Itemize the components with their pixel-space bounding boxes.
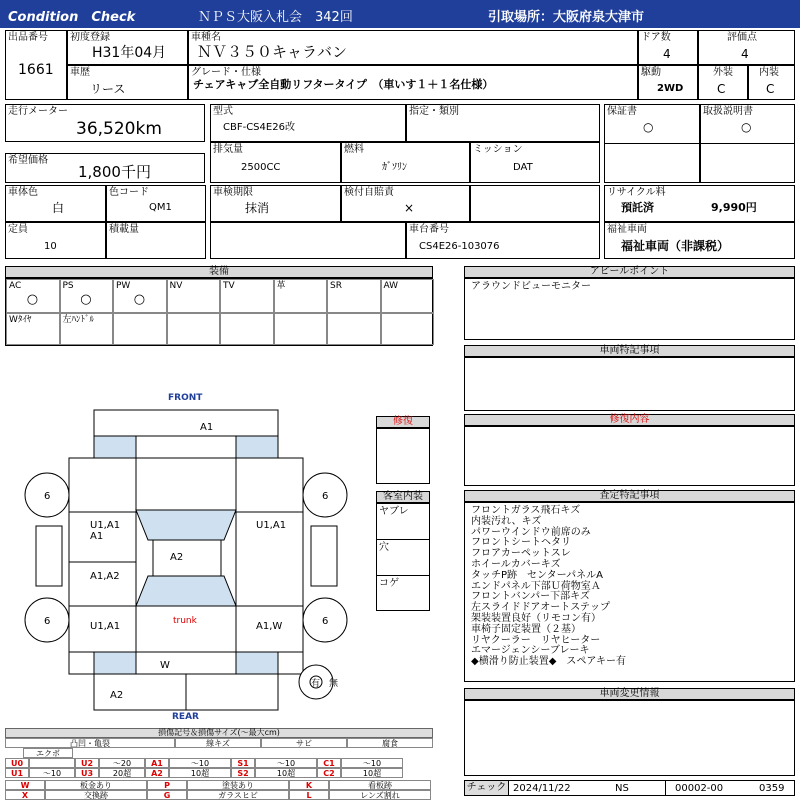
legend-title: 損傷記号＆損傷サイズ(～最大cm)	[5, 728, 433, 738]
legend-code: S1	[231, 758, 255, 768]
mission-box	[470, 142, 600, 183]
mark-rear-panel: A2	[110, 690, 124, 701]
mark-tire-fl: 6	[44, 491, 51, 502]
history-value: リース	[90, 82, 126, 96]
mark-right-rear: A1,W	[256, 621, 283, 632]
inspector: NS	[615, 783, 629, 794]
first-reg-box	[67, 30, 188, 65]
equipment-label: SR	[330, 281, 342, 291]
mark-roof: A2	[170, 552, 184, 563]
inspection-note-line: ホイールカバーキズ	[471, 559, 561, 570]
equipment-cell	[60, 313, 114, 345]
legend-code: U2	[75, 758, 99, 768]
equipment-cell	[60, 279, 114, 313]
exterior-value: C	[717, 82, 726, 96]
equipment-value: ○	[133, 292, 146, 307]
cabin-item-tear: ヤブレ	[379, 506, 409, 517]
welfare-label: 福祉車両	[607, 224, 647, 235]
equipment-label: 革	[276, 281, 286, 291]
equipment-cell	[113, 313, 167, 345]
inspection-note-line: フロアカーペットスレ	[471, 548, 571, 560]
inspection-note-line: リヤクーラー リヤヒーター	[471, 634, 601, 646]
equipment-label: Wﾀｲﾔ	[9, 315, 32, 325]
equipment-cell	[327, 279, 381, 313]
capacity-value: 10	[44, 241, 57, 252]
mark-hood: A1	[200, 422, 214, 433]
legend-desc: ガラスヒビ	[187, 790, 289, 800]
legend-desc: 20超	[99, 768, 145, 778]
equipment-cell	[220, 313, 274, 345]
welfare-box	[604, 222, 795, 259]
designation-box	[406, 104, 600, 142]
inspection-label: 車検期限	[213, 187, 253, 198]
legend-desc: 板金あり	[45, 780, 147, 790]
cabin-box	[376, 503, 430, 611]
doors-value: 4	[663, 47, 671, 61]
recycle-status: 預託済	[621, 201, 654, 214]
mark-tire-fr: 6	[322, 491, 329, 502]
legend-desc: 交換跡	[45, 790, 147, 800]
history-box	[67, 65, 188, 100]
changes-title: 車両変更情報	[464, 688, 795, 700]
lot-number-box	[5, 30, 67, 100]
footer-bar	[464, 780, 795, 796]
car-name-box	[188, 30, 638, 65]
inspection-note-line: 内装汚れ、キズ	[471, 515, 542, 527]
equipment-cell	[6, 313, 60, 345]
legend-code: P	[147, 780, 187, 790]
legend-code: W	[5, 780, 45, 790]
spare-none: 無	[329, 679, 339, 689]
doors-box	[638, 30, 698, 65]
mark-right-front-door: U1,A1	[256, 520, 287, 531]
legend-code: U3	[75, 768, 99, 778]
color-code-value: QM1	[149, 202, 172, 213]
pickup-location: 引取場所：大阪府泉大津市	[488, 10, 645, 25]
body-color-label: 車体色	[8, 187, 38, 198]
legend-desc: 塗装あり	[187, 780, 289, 790]
price-value: 1,800千円	[78, 163, 151, 181]
model-label: 型式	[213, 106, 233, 117]
legend-code: K	[289, 780, 329, 790]
legend-code: G	[147, 790, 187, 800]
mark-left-front-door2: A1	[90, 531, 104, 542]
car-name-value: ＮＶ３５０キャラバン	[197, 43, 348, 61]
equipment-cell	[381, 313, 435, 345]
inspection-note-line: タッチP跡 センターパネルA	[471, 569, 603, 581]
legend-desc: 10超	[255, 768, 317, 778]
trunk-label: trunk	[173, 616, 197, 626]
warranty-label: 保証書	[607, 106, 637, 117]
equipment-cell	[113, 279, 167, 313]
check-label: チェック	[465, 781, 509, 795]
brand-title: Condition Check	[8, 10, 136, 25]
load-label: 積載量	[109, 224, 139, 235]
equipment-cell	[274, 313, 328, 345]
legend-code: X	[5, 790, 45, 800]
legend-desc: ～10	[341, 758, 403, 768]
inspection-note-line: エマージェンシーブレーキ	[471, 645, 590, 657]
inspection-note-line: フロントバンパー下部キズ	[471, 591, 590, 603]
warranty-value: ○	[643, 120, 654, 134]
equipment-title: 装備	[5, 266, 433, 278]
manual-value: ○	[741, 120, 752, 134]
inspection-note-line: 車椅子固定装置（２基）	[471, 623, 581, 635]
equipment-label: NV	[169, 281, 183, 291]
equipment-cell	[274, 279, 328, 313]
legend-code: A2	[145, 768, 169, 778]
recycle-box	[604, 185, 795, 222]
legend-desc: 10超	[169, 768, 231, 778]
legend-desc	[29, 758, 75, 768]
interior-box	[748, 65, 795, 100]
manual-box	[700, 104, 795, 183]
legend-desc: ～10	[29, 768, 75, 778]
cabin-title: 客室内装	[376, 491, 430, 503]
equipment-cell	[327, 313, 381, 345]
mark-left-front-door: U1,A1	[90, 520, 121, 531]
liability-box	[341, 185, 470, 222]
inspection-notes-title: 査定特記事項	[464, 490, 795, 502]
displacement-value: 2500CC	[241, 162, 281, 173]
liability-value: ×	[404, 201, 415, 215]
lot-value: 1661	[18, 62, 54, 78]
inspection-note-line: パワーウインドウ前席のみ	[471, 526, 591, 538]
legend-group: 腐食	[347, 738, 433, 748]
interior-value: C	[766, 82, 775, 96]
price-box	[5, 153, 205, 183]
legend-desc: 看板跡	[329, 780, 431, 790]
chassis-box	[406, 222, 600, 259]
recycle-amount: 9,990円	[711, 201, 757, 214]
warranty-box	[604, 104, 700, 183]
equipment-label: AC	[9, 281, 22, 291]
front-label: FRONT	[168, 393, 203, 403]
repair-content-title: 修復内容	[464, 414, 795, 426]
inspection-note-line: ◆横滑り防止装置◆ スペアキー有	[471, 656, 626, 668]
inspection-note-line: フロントシートヘタリ	[471, 537, 571, 549]
check-date: 2024/11/22	[513, 783, 571, 794]
grade-box	[188, 65, 638, 100]
welfare-value: 福祉車両（非課税）	[621, 239, 730, 253]
blank-box-r3	[470, 185, 600, 222]
exterior-label: 外装	[713, 67, 733, 78]
doc-number-2: 0359	[759, 783, 785, 794]
fuel-label: 燃料	[344, 144, 364, 155]
legend-sub: エクボ	[23, 748, 73, 758]
legend-code: C2	[317, 768, 341, 778]
fuel-box	[341, 142, 470, 183]
special-title: 車両特記事項	[464, 345, 795, 357]
doors-label: ドア数	[641, 32, 671, 43]
equipment-grid	[5, 278, 433, 346]
inspection-note-line: エンドパネル下部Ｕ荷物室Ａ	[471, 580, 601, 592]
equipment-cell	[6, 279, 60, 313]
equipment-label: 左ﾊﾝﾄﾞﾙ	[62, 315, 95, 325]
legend-group: サビ	[261, 738, 347, 748]
legend-desc: レンズ割れ	[329, 790, 431, 800]
score-value: 4	[741, 47, 749, 61]
manual-label: 取扱説明書	[703, 106, 753, 117]
equipment-cell	[167, 313, 221, 345]
first-reg-value: H31年04月	[92, 45, 167, 61]
grade-value: チェアキャブ全自動リフタータイプ （車いす１＋１名仕様）	[193, 78, 494, 91]
chassis-label: 車台番号	[409, 224, 449, 235]
inspection-box	[210, 185, 341, 222]
capacity-label: 定員	[8, 224, 28, 235]
body-color-value: 白	[52, 201, 65, 215]
rear-label: REAR	[172, 712, 199, 722]
header-bar	[0, 0, 800, 28]
legend-code: L	[289, 790, 329, 800]
spare-have: 有	[311, 679, 321, 689]
appeal-box	[464, 278, 795, 340]
lot-label: 出品番号	[8, 32, 48, 43]
legend-code: A1	[145, 758, 169, 768]
drive-value: 2WD	[657, 83, 684, 94]
equipment-cell	[381, 279, 435, 313]
model-box	[210, 104, 406, 142]
color-code-label: 色コード	[109, 187, 149, 198]
mark-left-rear: U1,A1	[90, 621, 121, 632]
legend-grid	[5, 738, 433, 798]
displacement-label: 排気量	[213, 144, 243, 155]
legend-desc: ～20	[99, 758, 145, 768]
score-label: 評価点	[727, 32, 757, 43]
inspection-notes-box	[464, 502, 795, 682]
drive-label: 駆動	[641, 67, 661, 78]
equipment-cell	[220, 279, 274, 313]
legend-desc: 10超	[341, 768, 403, 778]
blank-box-r4	[210, 222, 406, 259]
mission-label: ミッション	[473, 144, 523, 155]
legend-desc: ～10	[255, 758, 317, 768]
inspection-note-line: 左スライドドアオートステップ	[471, 602, 610, 614]
capacity-box	[5, 222, 106, 259]
displacement-box	[210, 142, 341, 183]
changes-box	[464, 700, 795, 776]
mileage-value: 36,520km	[76, 119, 162, 139]
equipment-value: ○	[80, 292, 92, 307]
legend-group: 線キズ	[175, 738, 261, 748]
special-box	[464, 357, 795, 411]
body-color-box	[5, 185, 106, 222]
inspection-value: 抹消	[245, 201, 270, 215]
legend-code: U1	[5, 768, 29, 778]
legend-desc: ～10	[169, 758, 231, 768]
equipment-cell	[167, 279, 221, 313]
interior-label: 内装	[759, 67, 779, 78]
grade-label: グレード・仕様	[191, 67, 261, 78]
inspection-note-line: フロントガラス飛石キズ	[471, 505, 581, 516]
equipment-label: PS	[62, 281, 74, 291]
history-label: 車歴	[70, 67, 90, 78]
legend-code: U0	[5, 758, 29, 768]
mission-value: DAT	[513, 162, 533, 173]
cabin-item-burn: コゲ	[379, 578, 399, 589]
appeal-text: アラウンドビューモニター	[471, 281, 591, 292]
legend-code: S2	[231, 768, 255, 778]
car-diagram	[0, 380, 376, 725]
equipment-label: TV	[223, 281, 235, 291]
drive-box	[638, 65, 698, 100]
car-name-label: 車種名	[191, 32, 221, 43]
repair-title: 修復	[376, 416, 430, 428]
doc-number: 00002-00	[675, 783, 724, 794]
equipment-label: PW	[116, 281, 131, 291]
mileage-label: 走行メーター	[8, 106, 68, 117]
mark-tire-rl: 6	[44, 616, 51, 627]
appeal-title: アピールポイント	[464, 266, 795, 278]
repair-content-box	[464, 426, 795, 486]
exterior-box	[698, 65, 748, 100]
recycle-label: リサイクル料	[607, 187, 666, 198]
score-box	[698, 30, 795, 65]
load-box	[106, 222, 206, 259]
mileage-box	[5, 104, 205, 142]
chassis-value: CS4E26-103076	[419, 241, 500, 252]
model-value: CBF-CS4E26改	[223, 122, 295, 133]
legend-group: 凸凹・亀裂	[5, 738, 175, 748]
equipment-label: AW	[383, 281, 399, 291]
repair-box	[376, 428, 430, 484]
designation-label: 指定・類別	[409, 106, 459, 117]
mark-rear-bumper: W	[160, 660, 170, 671]
mark-tire-rr: 6	[322, 616, 329, 627]
equipment-value: ○	[26, 292, 39, 307]
cabin-item-hole: 穴	[379, 542, 389, 553]
mark-left-mid: A1,A2	[90, 571, 120, 582]
fuel-value: ｶﾞｿﾘﾝ	[382, 162, 407, 173]
first-reg-label: 初度登録	[70, 32, 110, 43]
inspection-note-line: 架装装置良好（リモコン有）	[471, 613, 601, 624]
color-code-box	[106, 185, 206, 222]
legend-code: C1	[317, 758, 341, 768]
auction-title: ＮＰＳ大阪入札会 342回	[198, 10, 353, 25]
price-label: 希望価格	[8, 155, 48, 166]
liability-label: 検付自賠責	[344, 187, 394, 198]
